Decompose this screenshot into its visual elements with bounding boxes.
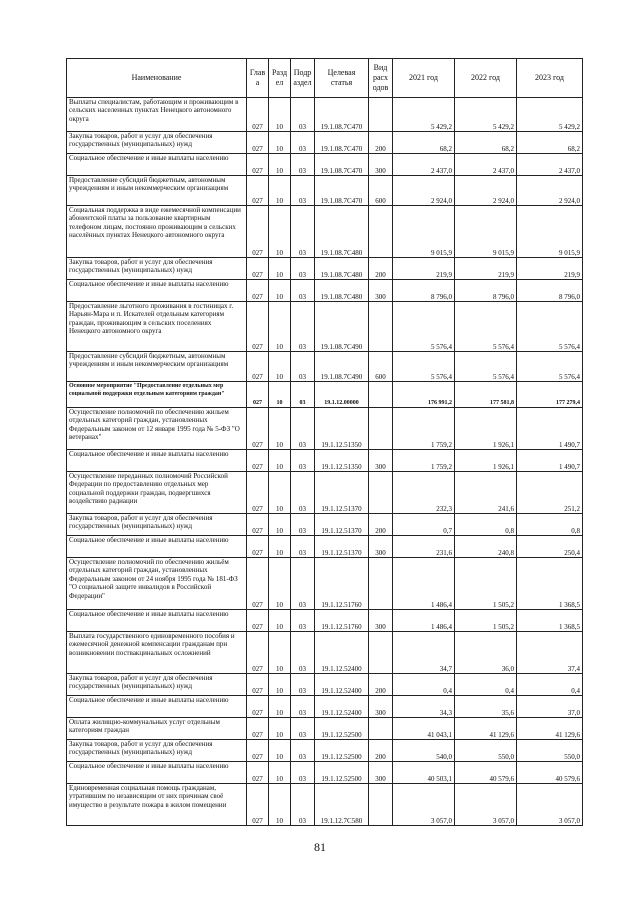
row-value-2023: 5 576,4 (517, 352, 583, 382)
row-value-2021: 3 057,0 (393, 784, 455, 826)
row-name: Социальное обеспечение и иные выплаты населению (67, 154, 247, 176)
table-row (67, 674, 583, 696)
row-glav: 027 (247, 176, 269, 206)
header-glav: Глав а (247, 59, 269, 98)
row-razd: 10 (269, 280, 291, 302)
row-target-article: 19.1.08.7С470 (315, 98, 369, 132)
row-name: Осуществление переданных полномочий Российской Федерации по предоставлению отдельных мер социальной поддержки граждан, подвергшихся воздействию радиации (67, 472, 247, 514)
row-name: Предоставление льготного проживания в гостиницах г. Нарьян-Мара и п. Искателей отдельным категориям граждан, проживающим в сельских поселениях Ненецкого автономного округа (67, 302, 247, 352)
row-expense-type (369, 206, 393, 258)
row-target-article: 19.1.12.51370 (315, 472, 369, 514)
row-value-2021: 1 486,4 (393, 610, 455, 632)
row-podr: 03 (291, 258, 315, 280)
row-razd: 10 (269, 536, 291, 558)
row-glav: 027 (247, 258, 269, 280)
row-value-2023: 5 429,2 (517, 98, 583, 132)
row-value-2021: 9 015,9 (393, 206, 455, 258)
row-razd: 10 (269, 718, 291, 740)
row-glav: 027 (247, 610, 269, 632)
row-value-2021: 176 991,2 (393, 382, 455, 408)
row-name: Единовременная социальная помощь гражданам, утратившим по независящим от них причинам своё имущество в результате пожара в жилом помещении (67, 784, 247, 826)
row-razd: 10 (269, 154, 291, 176)
table-header-row (67, 59, 583, 98)
row-value-2023: 5 576,4 (517, 302, 583, 352)
row-value-2022: 1 926,1 (455, 408, 517, 450)
table-row (67, 98, 583, 132)
row-value-2022: 550,0 (455, 740, 517, 762)
row-value-2022: 219,9 (455, 258, 517, 280)
row-value-2023: 9 015,9 (517, 206, 583, 258)
header-celev: Целевая статья (315, 59, 369, 98)
row-expense-type: 300 (369, 536, 393, 558)
row-expense-type: 300 (369, 280, 393, 302)
row-value-2021: 0,7 (393, 514, 455, 536)
row-razd: 10 (269, 784, 291, 826)
row-value-2021: 68,2 (393, 132, 455, 154)
row-value-2023: 219,9 (517, 258, 583, 280)
row-expense-type: 200 (369, 514, 393, 536)
row-podr: 03 (291, 674, 315, 696)
row-razd: 10 (269, 762, 291, 784)
header-name: Наименование (67, 59, 247, 98)
row-podr: 03 (291, 450, 315, 472)
row-value-2021: 232,3 (393, 472, 455, 514)
row-value-2023: 68,2 (517, 132, 583, 154)
row-value-2022: 0,8 (455, 514, 517, 536)
row-name: Закупка товаров, работ и услуг для обеспечения государственных (муниципальных) нужд (67, 132, 247, 154)
row-razd: 10 (269, 258, 291, 280)
row-value-2023: 2 924,0 (517, 176, 583, 206)
row-razd: 10 (269, 206, 291, 258)
row-podr: 03 (291, 472, 315, 514)
table-row (67, 352, 583, 382)
table-row (67, 302, 583, 352)
row-podr: 03 (291, 302, 315, 352)
row-expense-type: 200 (369, 740, 393, 762)
budget-table (66, 58, 583, 826)
row-podr: 03 (291, 206, 315, 258)
row-value-2022: 1 505,2 (455, 610, 517, 632)
row-glav: 027 (247, 382, 269, 408)
row-value-2022: 5 429,2 (455, 98, 517, 132)
row-glav: 027 (247, 132, 269, 154)
header-podr: Подр аздел (291, 59, 315, 98)
header-vid: Вид расх одов (369, 59, 393, 98)
row-podr: 03 (291, 558, 315, 610)
row-glav: 027 (247, 536, 269, 558)
row-target-article: 19.1.12.00000 (315, 382, 369, 408)
row-target-article: 19.1.08.7С470 (315, 176, 369, 206)
table-row (67, 176, 583, 206)
row-razd: 10 (269, 382, 291, 408)
table-row (67, 206, 583, 258)
row-name: Осуществление полномочий по обеспечению жильем отдельных категорий граждан, установленных Федеральным законом от 12 января 1995 года № 5-ФЗ "О ветеранах" (67, 408, 247, 450)
row-value-2023: 250,4 (517, 536, 583, 558)
row-value-2021: 2 924,0 (393, 176, 455, 206)
row-expense-type (369, 382, 393, 408)
row-value-2023: 550,0 (517, 740, 583, 762)
row-razd: 10 (269, 98, 291, 132)
row-value-2023: 37,0 (517, 696, 583, 718)
row-target-article: 19.1.12.51350 (315, 450, 369, 472)
row-glav: 027 (247, 632, 269, 674)
row-glav: 027 (247, 718, 269, 740)
row-podr: 03 (291, 154, 315, 176)
row-target-article: 19.1.12.51370 (315, 536, 369, 558)
table-row (67, 450, 583, 472)
row-razd: 10 (269, 352, 291, 382)
row-value-2021: 219,9 (393, 258, 455, 280)
row-name: Оплата жилищно-коммунальных услуг отдельным категориям граждан (67, 718, 247, 740)
table-row (67, 280, 583, 302)
row-value-2022: 36,0 (455, 632, 517, 674)
table-row (67, 472, 583, 514)
row-podr: 03 (291, 132, 315, 154)
row-glav: 027 (247, 514, 269, 536)
row-value-2021: 1 759,2 (393, 450, 455, 472)
table-row (67, 740, 583, 762)
row-glav: 027 (247, 740, 269, 762)
row-value-2021: 540,0 (393, 740, 455, 762)
row-glav: 027 (247, 762, 269, 784)
row-value-2021: 40 503,1 (393, 762, 455, 784)
header-2021: 2021 год (393, 59, 455, 98)
row-target-article: 19.1.12.52400 (315, 674, 369, 696)
row-value-2022: 9 015,9 (455, 206, 517, 258)
row-name: Закупка товаров, работ и услуг для обеспечения государственных (муниципальных) нужд (67, 674, 247, 696)
row-target-article: 19.1.08.7С470 (315, 154, 369, 176)
row-expense-type: 300 (369, 450, 393, 472)
header-2022: 2022 год (455, 59, 517, 98)
row-value-2023: 1 368,5 (517, 558, 583, 610)
row-target-article: 19.1.12.52400 (315, 632, 369, 674)
row-name: Выплата государственного единовременного пособия и ежемесячной денежной компенсации гражданам при возникновении поствакцинальных осложнений (67, 632, 247, 674)
row-podr: 03 (291, 632, 315, 674)
row-razd: 10 (269, 408, 291, 450)
row-name: Социальное обеспечение и иные выплаты населению (67, 610, 247, 632)
row-value-2023: 40 579,6 (517, 762, 583, 784)
row-expense-type (369, 408, 393, 450)
row-value-2021: 34,7 (393, 632, 455, 674)
row-name: Закупка товаров, работ и услуг для обеспечения государственных (муниципальных) нужд (67, 740, 247, 762)
header-2023: 2023 год (517, 59, 583, 98)
row-expense-type (369, 558, 393, 610)
row-razd: 10 (269, 740, 291, 762)
table-row (67, 558, 583, 610)
row-target-article: 19.1.12.52500 (315, 762, 369, 784)
row-expense-type (369, 784, 393, 826)
row-name: Социальное обеспечение и иные выплаты населению (67, 762, 247, 784)
row-value-2021: 0,4 (393, 674, 455, 696)
row-value-2021: 1 759,2 (393, 408, 455, 450)
page-number: 81 (314, 840, 326, 854)
row-value-2021: 34,3 (393, 696, 455, 718)
table-row (67, 610, 583, 632)
row-expense-type (369, 302, 393, 352)
row-target-article: 19.1.12.51350 (315, 408, 369, 450)
row-value-2022: 240,8 (455, 536, 517, 558)
row-value-2023: 1 368,5 (517, 610, 583, 632)
row-target-article: 19.1.12.52400 (315, 696, 369, 718)
row-podr: 03 (291, 696, 315, 718)
budget-table-page (66, 58, 582, 826)
table-row (67, 718, 583, 740)
row-glav: 027 (247, 558, 269, 610)
row-name: Социальное обеспечение и иные выплаты населению (67, 536, 247, 558)
row-podr: 03 (291, 718, 315, 740)
table-row (67, 762, 583, 784)
table-row (67, 784, 583, 826)
row-expense-type: 300 (369, 762, 393, 784)
table-row (67, 132, 583, 154)
row-target-article: 19.1.08.7С480 (315, 206, 369, 258)
row-glav: 027 (247, 280, 269, 302)
row-podr: 03 (291, 762, 315, 784)
row-value-2022: 177 581,8 (455, 382, 517, 408)
row-expense-type (369, 718, 393, 740)
row-glav: 027 (247, 696, 269, 718)
row-value-2022: 68,2 (455, 132, 517, 154)
row-expense-type: 600 (369, 352, 393, 382)
row-podr: 03 (291, 408, 315, 450)
row-value-2021: 1 486,4 (393, 558, 455, 610)
row-name: Социальная поддержка в виде ежемесячной компенсации абонентской платы за пользование квартирным телефоном лицам, постоянно проживающим в сельских населённых пунктах Ненецкого автономного округа (67, 206, 247, 258)
row-glav: 027 (247, 154, 269, 176)
row-value-2023: 0,8 (517, 514, 583, 536)
table-row (67, 696, 583, 718)
row-razd: 10 (269, 632, 291, 674)
row-value-2023: 251,2 (517, 472, 583, 514)
table-row (67, 258, 583, 280)
row-glav: 027 (247, 352, 269, 382)
row-expense-type: 300 (369, 696, 393, 718)
row-name: Предоставление субсидий бюджетным, автономным учреждениям и иным некоммерческим организациям (67, 176, 247, 206)
row-value-2023: 177 279,4 (517, 382, 583, 408)
row-glav: 027 (247, 206, 269, 258)
row-expense-type (369, 632, 393, 674)
table-body (67, 98, 583, 826)
table-row (67, 536, 583, 558)
row-expense-type: 300 (369, 610, 393, 632)
table-row (67, 514, 583, 536)
row-target-article: 19.1.12.51760 (315, 558, 369, 610)
row-target-article: 19.1.08.7С490 (315, 302, 369, 352)
row-value-2022: 2 437,0 (455, 154, 517, 176)
row-name: Социальное обеспечение и иные выплаты населению (67, 280, 247, 302)
row-value-2021: 2 437,0 (393, 154, 455, 176)
row-target-article: 19.1.12.51760 (315, 610, 369, 632)
row-glav: 027 (247, 302, 269, 352)
row-podr: 03 (291, 352, 315, 382)
row-glav: 027 (247, 450, 269, 472)
row-value-2022: 241,6 (455, 472, 517, 514)
row-value-2022: 0,4 (455, 674, 517, 696)
row-target-article: 19.1.08.7С480 (315, 280, 369, 302)
row-name: Выплаты специалистам, работающим и проживающим в сельских населенных пунктах Ненецкого автономного округа (67, 98, 247, 132)
row-value-2023: 0,4 (517, 674, 583, 696)
row-podr: 03 (291, 610, 315, 632)
row-value-2022: 1 926,1 (455, 450, 517, 472)
row-value-2021: 5 429,2 (393, 98, 455, 132)
row-podr: 03 (291, 280, 315, 302)
row-glav: 027 (247, 98, 269, 132)
row-value-2023: 3 057,0 (517, 784, 583, 826)
table-row (67, 408, 583, 450)
row-razd: 10 (269, 176, 291, 206)
row-glav: 027 (247, 674, 269, 696)
row-podr: 03 (291, 740, 315, 762)
row-value-2023: 8 796,0 (517, 280, 583, 302)
row-target-article: 19.1.12.52500 (315, 740, 369, 762)
row-target-article: 19.1.08.7С490 (315, 352, 369, 382)
row-value-2021: 8 796,0 (393, 280, 455, 302)
row-target-article: 19.1.08.7С480 (315, 258, 369, 280)
table-row (67, 154, 583, 176)
row-glav: 027 (247, 784, 269, 826)
row-name: Осуществление полномочий по обеспечению жильём отдельных категорий граждан, установленных Федеральным законом от 24 ноября 1995 года № 181-ФЗ "О социальной защите инвалидов в Российской Федерации" (67, 558, 247, 610)
table-row (67, 632, 583, 674)
row-target-article: 19.1.12.7С580 (315, 784, 369, 826)
row-target-article: 19.1.12.52500 (315, 718, 369, 740)
row-value-2022: 41 129,6 (455, 718, 517, 740)
row-podr: 03 (291, 176, 315, 206)
row-name: Закупка товаров, работ и услуг для обеспечения государственных (муниципальных) нужд (67, 258, 247, 280)
row-value-2021: 231,6 (393, 536, 455, 558)
row-value-2022: 35,6 (455, 696, 517, 718)
row-expense-type (369, 98, 393, 132)
row-name: Основное мероприятие "Предоставление отдельных мер социальной поддержки отдельным категориям граждан" (67, 382, 247, 408)
row-podr: 03 (291, 98, 315, 132)
row-name: Закупка товаров, работ и услуг для обеспечения государственных (муниципальных) нужд (67, 514, 247, 536)
row-value-2022: 8 796,0 (455, 280, 517, 302)
table-row (67, 382, 583, 408)
row-podr: 03 (291, 784, 315, 826)
row-expense-type: 200 (369, 674, 393, 696)
row-razd: 10 (269, 514, 291, 536)
row-value-2022: 3 057,0 (455, 784, 517, 826)
row-expense-type (369, 472, 393, 514)
row-glav: 027 (247, 408, 269, 450)
row-value-2022: 5 576,4 (455, 302, 517, 352)
row-value-2023: 1 490,7 (517, 450, 583, 472)
row-expense-type: 200 (369, 132, 393, 154)
row-value-2022: 1 505,2 (455, 558, 517, 610)
row-value-2021: 5 576,4 (393, 302, 455, 352)
row-podr: 03 (291, 536, 315, 558)
row-value-2021: 5 576,4 (393, 352, 455, 382)
row-value-2022: 2 924,0 (455, 176, 517, 206)
row-expense-type: 300 (369, 154, 393, 176)
row-razd: 10 (269, 472, 291, 514)
row-razd: 10 (269, 302, 291, 352)
row-razd: 10 (269, 132, 291, 154)
row-target-article: 19.1.12.51370 (315, 514, 369, 536)
row-expense-type: 600 (369, 176, 393, 206)
row-expense-type: 200 (369, 258, 393, 280)
row-value-2022: 5 576,4 (455, 352, 517, 382)
row-name: Социальное обеспечение и иные выплаты населению (67, 450, 247, 472)
row-value-2023: 2 437,0 (517, 154, 583, 176)
header-razd: Разд ел (269, 59, 291, 98)
row-glav: 027 (247, 472, 269, 514)
row-value-2022: 40 579,6 (455, 762, 517, 784)
row-razd: 10 (269, 450, 291, 472)
row-razd: 10 (269, 696, 291, 718)
row-razd: 10 (269, 674, 291, 696)
row-podr: 03 (291, 382, 315, 408)
row-value-2023: 41 129,6 (517, 718, 583, 740)
row-value-2023: 37,4 (517, 632, 583, 674)
row-name: Предоставление субсидий бюджетным, автономным учреждениям и иным некоммерческим организациям (67, 352, 247, 382)
row-value-2023: 1 490,7 (517, 408, 583, 450)
row-value-2021: 41 043,1 (393, 718, 455, 740)
row-razd: 10 (269, 558, 291, 610)
row-target-article: 19.1.08.7С470 (315, 132, 369, 154)
row-name: Социальное обеспечение и иные выплаты населению (67, 696, 247, 718)
row-podr: 03 (291, 514, 315, 536)
row-razd: 10 (269, 610, 291, 632)
